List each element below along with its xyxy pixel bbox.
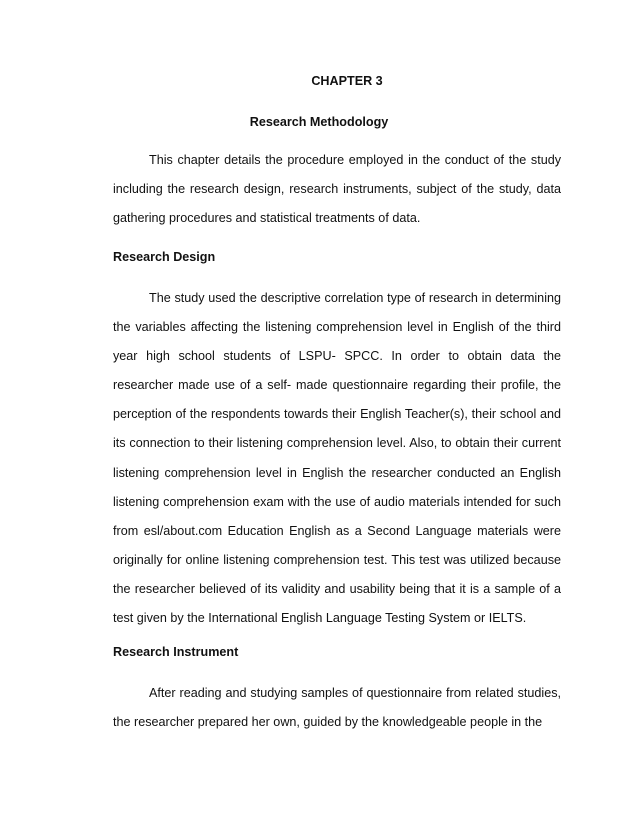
intro-paragraph: This chapter details the procedure employed in the conduct of the study including the research design, research instruments, subject of the study, data gathering procedures and statistical treatments of data. bbox=[113, 153, 561, 226]
section-heading-research-design: Research Design bbox=[113, 250, 216, 264]
chapter-heading: CHAPTER 3 bbox=[311, 74, 383, 88]
research-instrument-paragraph: After reading and studying samples of questionnaire from related studies, the researcher prepared her own, guided by the knowledgeable people in the bbox=[113, 686, 561, 730]
chapter-title: Research Methodology bbox=[249, 115, 389, 129]
section-heading-research-instrument: Research Instrument bbox=[113, 645, 239, 659]
research-design-paragraph: The study used the descriptive correlation type of research in determining the variables affecting the listening comprehension level in English of the third year high school students of LSPU- SPCC. In order to obtain data the researcher made use of a self- made questionnaire regarding their profile, the perception of the respondents towards their English Teacher(s), their school and its connection to their listening comprehension level. Also, to obtain their current listening comprehension level in English the researcher conducted an English listening comprehension exam with the use of audio materials intended for such from esl/about.com Education English as a Second Language materials were originally for online listening comprehension test. This test was utilized because the researcher believed of its validity and usability being that it is a sample of a test given by the International English Language Testing System or IELTS. bbox=[113, 291, 561, 626]
